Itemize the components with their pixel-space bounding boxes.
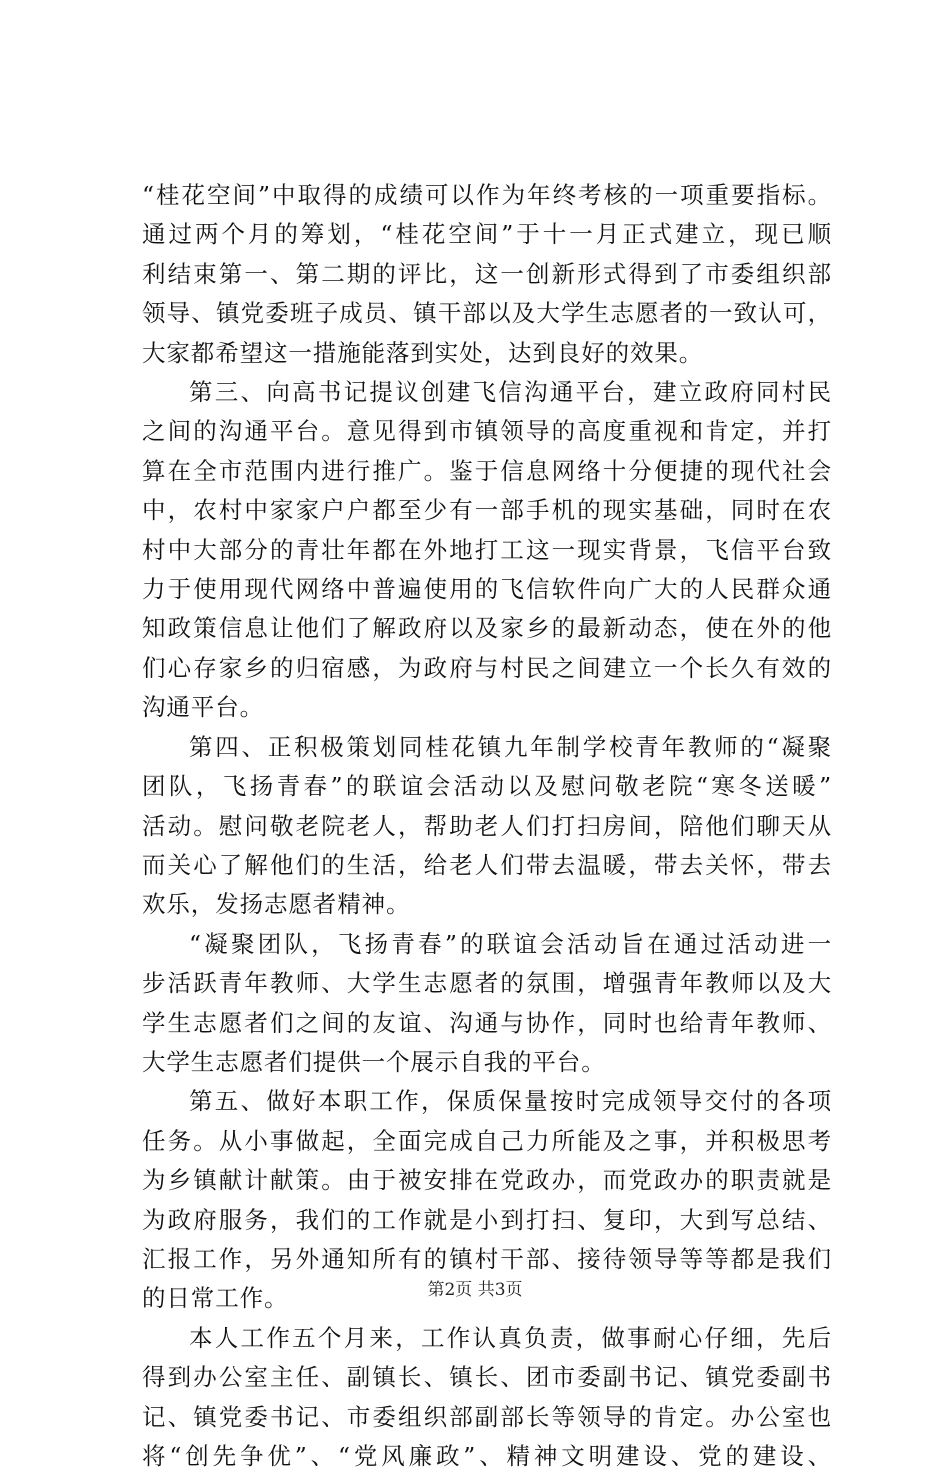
text-line: 沟通平台。 — [142, 693, 264, 722]
text-line: 第三、向高书记提议创建飞信沟通平台，建立政府同村民 — [189, 378, 832, 407]
text-line: 活动。慰问敬老院老人，帮助老人们打扫房间，陪他们聊天从 — [142, 811, 832, 840]
text-line: 力于使用现代网络中普遍使用的飞信软件向广大的人民群众通 — [142, 575, 832, 604]
text-line: 欢乐，发扬志愿者精神。 — [142, 890, 411, 919]
text-line: 中，农村中家家户户都至少有一部手机的现实基础，同时在农 — [142, 496, 832, 525]
text-line: 汇报工作，另外通知所有的镇村干部、接待领导等等都是我们 — [142, 1244, 832, 1273]
page-footer: 第2页 共3页 — [427, 1280, 523, 1300]
text-line: 村中大部分的青壮年都在外地打工这一现实背景，飞信平台致 — [142, 535, 832, 564]
text-line: 算在全市范围内进行推广。鉴于信息网络十分便捷的现代社会 — [142, 456, 832, 485]
text-line: 大家都希望这一措施能落到实处，达到良好的效果。 — [142, 338, 704, 367]
text-line: 得到办公室主任、副镇长、镇长、团市委副书记、镇党委副书 — [142, 1363, 832, 1392]
text-line: 的日常工作。 — [142, 1284, 289, 1313]
text-line: 第四、正积极策划同桂花镇九年制学校青年教师的“凝聚 — [189, 732, 832, 761]
text-line: 领导、镇党委班子成员、镇干部以及大学生志愿者的一致认可， — [142, 299, 832, 328]
text-line: 第五、做好本职工作，保质保量按时完成领导交付的各项 — [189, 1087, 832, 1116]
text-line: 本人工作五个月来，工作认真负责，做事耐心仔细，先后 — [189, 1323, 832, 1352]
text-line: 任务。从小事做起，全面完成自己力所能及之事，并积极思考 — [142, 1126, 832, 1155]
text-line: 步活跃青年教师、大学生志愿者的氛围，增强青年教师以及大 — [142, 969, 832, 998]
text-line: 利结束第一、第二期的评比，这一创新形式得到了市委组织部 — [142, 259, 832, 288]
text-line: 为乡镇献计献策。由于被安排在党政办，而党政办的职责就是 — [142, 1166, 832, 1195]
text-line: 们心存家乡的归宿感，为政府与村民之间建立一个长久有效的 — [142, 653, 832, 682]
text-line: 通过两个月的筹划，“桂花空间”于十一月正式建立，现已顺 — [142, 220, 832, 249]
text-line: 学生志愿者们之间的友谊、沟通与协作，同时也给青年教师、 — [142, 1008, 832, 1037]
text-line: 而关心了解他们的生活，给老人们带去温暖，带去关怀，带去 — [142, 850, 832, 879]
text-line: 知政策信息让他们了解政府以及家乡的最新动态，使在外的他 — [142, 614, 832, 643]
text-line: 将“创先争优”、“党风廉政”、精神文明建设、党的建设、 — [142, 1442, 832, 1470]
text-line: 大学生志愿者们提供一个展示自我的平台。 — [142, 1047, 606, 1076]
text-line: 团队，飞扬青春”的联谊会活动以及慰问敬老院“寒冬送暖” — [142, 772, 832, 801]
text-line: 记、镇党委书记、市委组织部副部长等领导的肯定。办公室也 — [142, 1402, 832, 1431]
text-line: 为政府服务，我们的工作就是小到打扫、复印，大到写总结、 — [142, 1205, 832, 1234]
text-line: “桂花空间”中取得的成绩可以作为年终考核的一项重要指标。 — [142, 181, 832, 209]
text-line: “凝聚团队，飞扬青春”的联谊会活动旨在通过活动进一 — [189, 929, 832, 958]
text-line: 之间的沟通平台。意见得到市镇领导的高度重视和肯定，并打 — [142, 417, 832, 446]
